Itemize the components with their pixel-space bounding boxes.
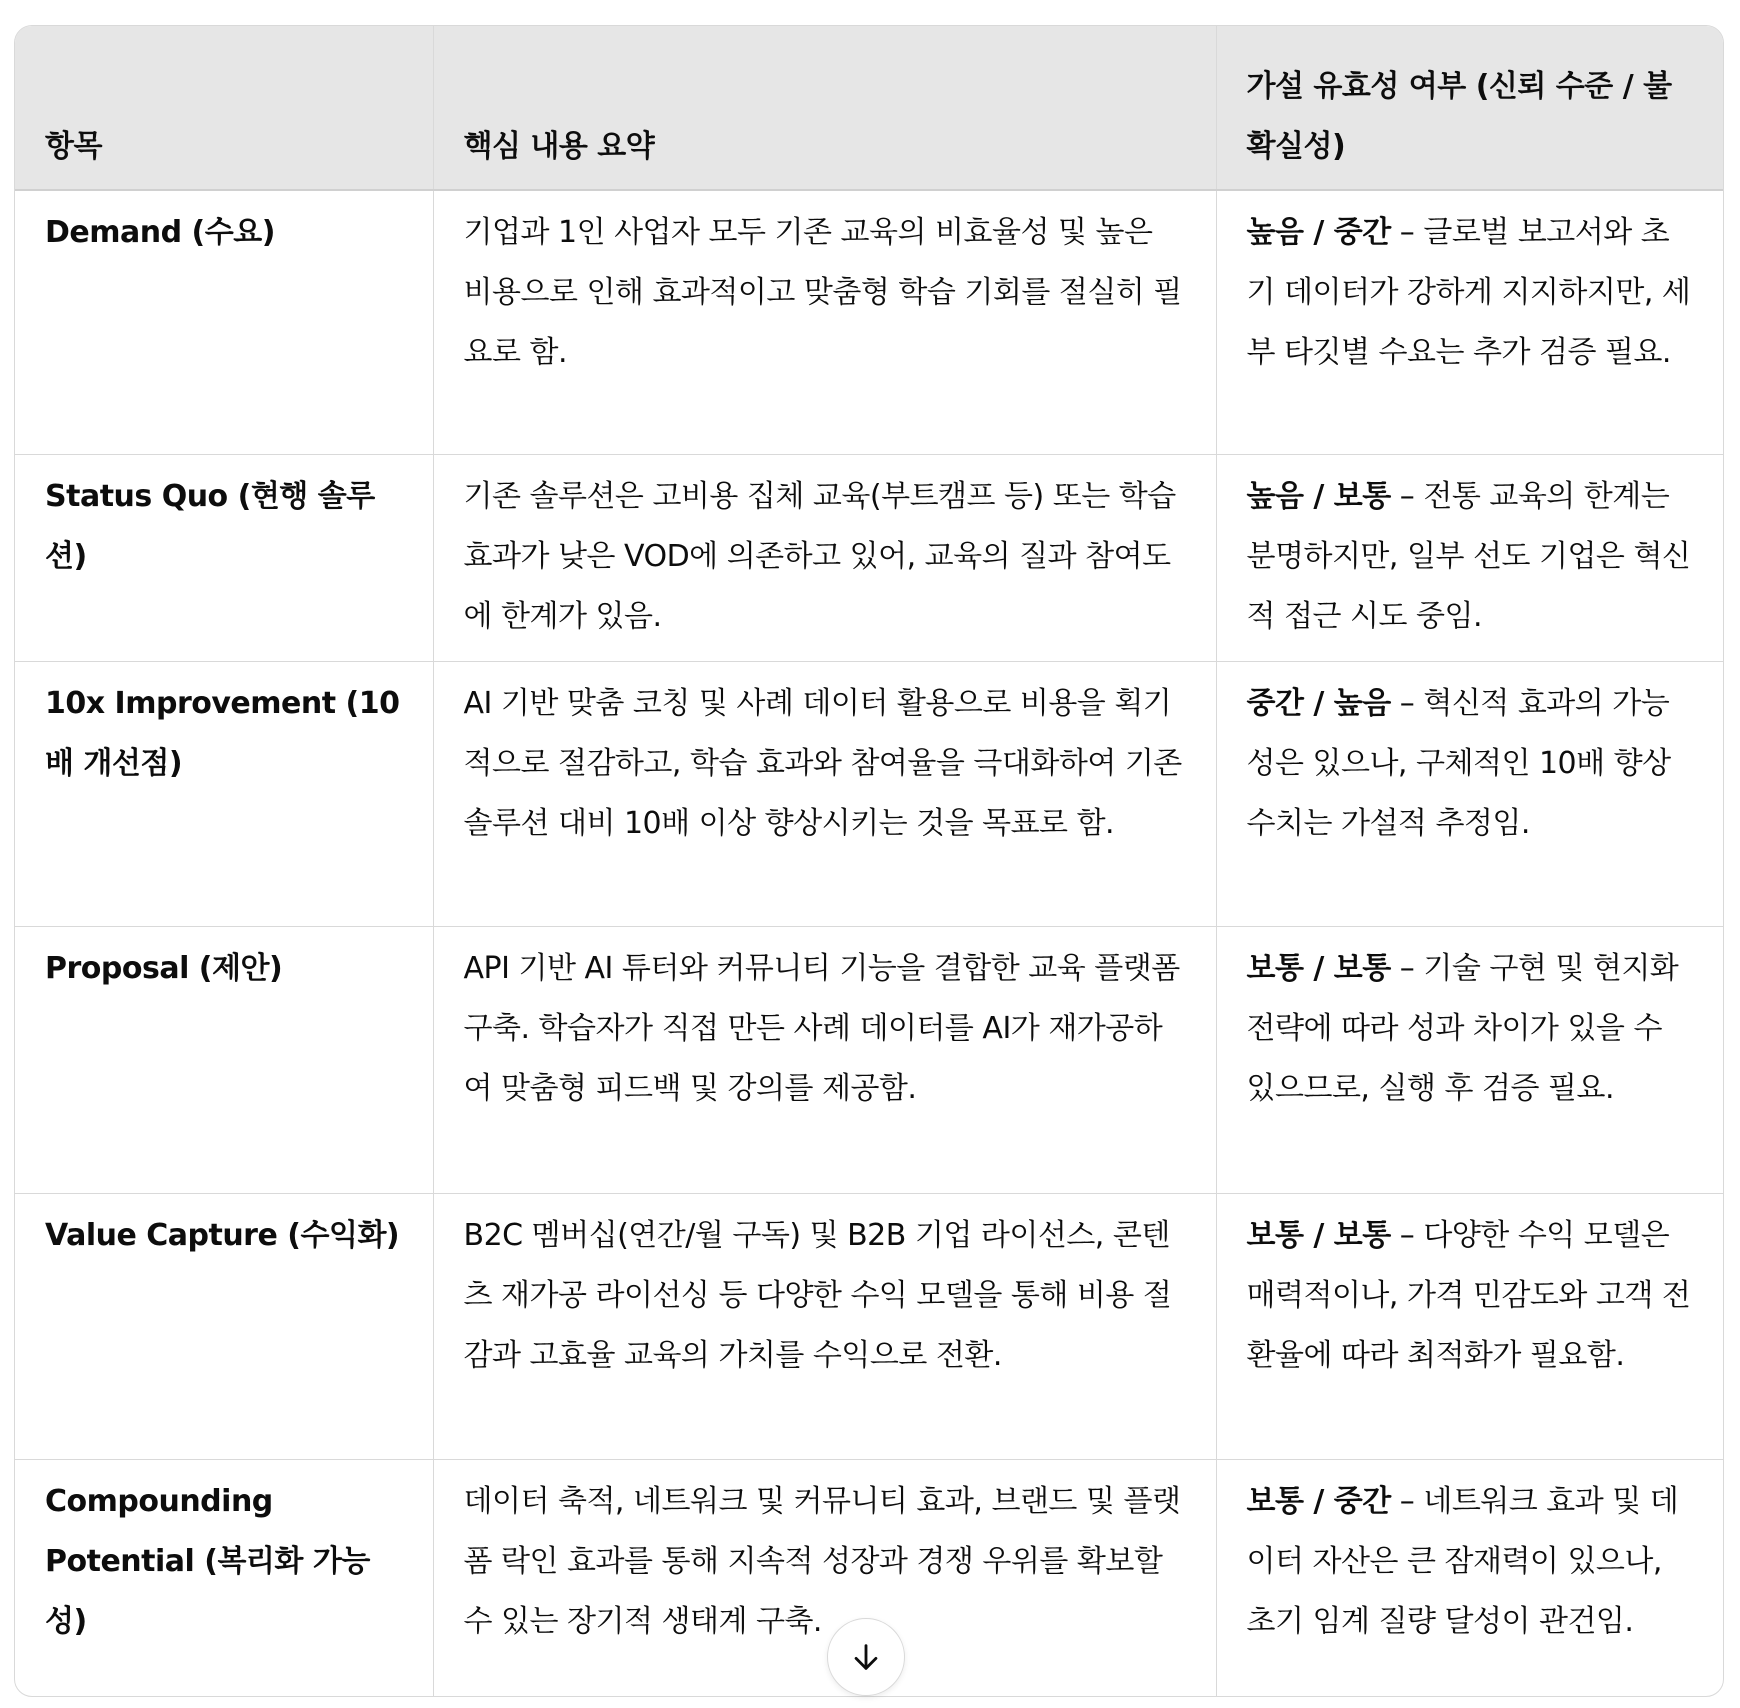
row-item: Proposal (제안) [15, 927, 433, 1194]
row-validity [1216, 1194, 1723, 1460]
hypothesis-table [15, 26, 1723, 1697]
row-item: Value Capture (수익화) [15, 1194, 433, 1460]
confidence-rating: 보통 / 중간 [1246, 1484, 1391, 1519]
row-item: Status Quo (현행 솔루션) [15, 455, 433, 662]
hypothesis-table-container [14, 25, 1724, 1697]
arrow-down-icon [849, 1640, 883, 1674]
row-validity [1216, 662, 1723, 927]
scroll-down-button[interactable] [827, 1618, 905, 1696]
row-item: Compounding Potential (복리화 가능성) [15, 1460, 433, 1698]
confidence-rating: 중간 / 높음 [1246, 686, 1391, 721]
confidence-rating: 보통 / 보통 [1246, 1218, 1391, 1253]
validity-text: – 글로벌 보고서와 초기 데이터가 강하게 지지하지만, 세부 타깃별 수요는 추가 검증 필요. [1246, 215, 1691, 370]
row-summary: 데이터 축적, 네트워크 및 커뮤니티 효과, 브랜드 및 플랫폼 락인 효과를 통해 지속적 성장과 경쟁 우위를 확보할 수 있는 장기적 생태계 구축. [433, 1460, 1216, 1698]
row-validity [1216, 1460, 1723, 1698]
table-row [15, 455, 1723, 662]
row-validity [1216, 455, 1723, 662]
header-summary: 핵심 내용 요약 [433, 26, 1216, 190]
table-row [15, 662, 1723, 927]
validity-text: – 혁신적 효과의 가능성은 있으나, 구체적인 10배 향상 수치는 가설적 추정임. [1246, 686, 1671, 841]
header-validity: 가설 유효성 여부 (신뢰 수준 / 불확실성) [1216, 26, 1723, 190]
table-row [15, 1194, 1723, 1460]
row-validity [1216, 190, 1723, 455]
row-summary: 기존 솔루션은 고비용 집체 교육(부트캠프 등) 또는 학습 효과가 낮은 VOD에 의존하고 있어, 교육의 질과 참여도에 한계가 있음. [433, 455, 1216, 662]
validity-text: – 기술 구현 및 현지화 전략에 따라 성과 차이가 있을 수 있으므로, 실행 후 검증 필요. [1246, 951, 1679, 1106]
table-header-row [15, 26, 1723, 190]
confidence-rating: 높음 / 보통 [1246, 479, 1391, 514]
table-row [15, 190, 1723, 455]
validity-text: – 전통 교육의 한계는 분명하지만, 일부 선도 기업은 혁신적 접근 시도 중임. [1246, 479, 1691, 634]
row-item: 10x Improvement (10배 개선점) [15, 662, 433, 927]
row-item: Demand (수요) [15, 190, 433, 455]
row-summary: API 기반 AI 튜터와 커뮤니티 기능을 결합한 교육 플랫폼 구축. 학습자가 직접 만든 사례 데이터를 AI가 재가공하여 맞춤형 피드백 및 강의를 제공함. [433, 927, 1216, 1194]
validity-text: – 네트워크 효과 및 데이터 자산은 큰 잠재력이 있으나, 초기 임계 질량 달성이 관건임. [1246, 1484, 1679, 1639]
table-row [15, 927, 1723, 1194]
validity-text: – 다양한 수익 모델은 매력적이나, 가격 민감도와 고객 전환율에 따라 최적화가 필요함. [1246, 1218, 1691, 1373]
row-summary: 기업과 1인 사업자 모두 기존 교육의 비효율성 및 높은 비용으로 인해 효과적이고 맞춤형 학습 기회를 절실히 필요로 함. [433, 190, 1216, 455]
header-item: 항목 [15, 26, 433, 190]
confidence-rating: 보통 / 보통 [1246, 951, 1391, 986]
confidence-rating: 높음 / 중간 [1246, 215, 1391, 250]
row-summary: B2C 멤버십(연간/월 구독) 및 B2B 기업 라이선스, 콘텐츠 재가공 라이선싱 등 다양한 수익 모델을 통해 비용 절감과 고효율 교육의 가치를 수익으로 전환. [433, 1194, 1216, 1460]
row-validity [1216, 927, 1723, 1194]
row-summary: AI 기반 맞춤 코칭 및 사례 데이터 활용으로 비용을 획기적으로 절감하고, 학습 효과와 참여율을 극대화하여 기존 솔루션 대비 10배 이상 향상시키는 것을 목표로 함. [433, 662, 1216, 927]
